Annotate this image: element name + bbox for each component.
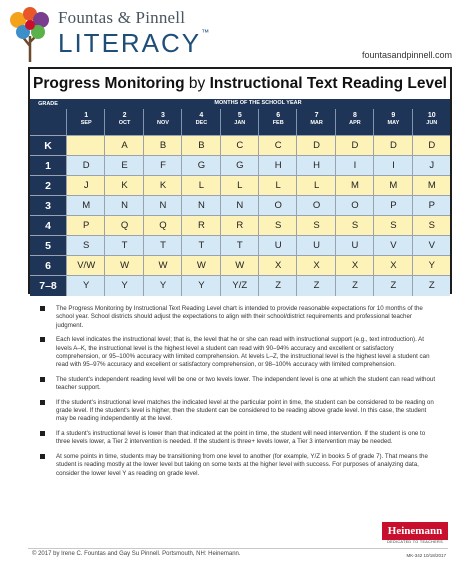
reading-level-cell: C <box>220 136 259 156</box>
reading-level-cell: I <box>335 156 374 176</box>
reading-level-cell: L <box>181 176 220 196</box>
reading-level-cell: Z <box>412 276 451 296</box>
reading-level-cell: P <box>373 196 412 216</box>
reading-level-cell: E <box>104 156 143 176</box>
reading-level-cell: L <box>296 176 335 196</box>
grade-row <box>30 135 450 156</box>
reading-level-cell: N <box>220 196 259 216</box>
month-name: DEC <box>195 120 208 126</box>
reading-level-cell <box>66 136 105 156</box>
reading-level-cell: W <box>181 256 220 276</box>
month-number: 2 <box>122 112 127 119</box>
reading-level-cell: T <box>104 236 143 256</box>
note-item: The student's independent reading level will be one or two levels lower. The independent level is one at which the student can read without teacher support. <box>40 376 436 393</box>
reading-level-cell: G <box>220 156 259 176</box>
reading-level-cell: S <box>335 216 374 236</box>
note-item: Each level indicates the instructional level; that is, the level that he or she can read with instructional support (e.g., text introduction). At levels A–K, the instructional level is the highest level a student can read with 90–94% accuracy and excellent or satisfactory comprehension, or 95–100% accuracy with limited comprehension. At levels L–Z, the instructional level is the highest level a student can read with 95–97% accuracy and excellent or satisfactory comprehension, or 98–100% accuracy with limited comprehension. <box>40 336 436 370</box>
grade-label: 6 <box>30 256 66 276</box>
reading-level-cell: Z <box>296 276 335 296</box>
heinemann-logo <box>382 522 448 550</box>
reading-level-cell: S <box>258 216 297 236</box>
reading-level-cell: S <box>66 236 105 256</box>
reading-level-cell: M <box>335 176 374 196</box>
reading-level-cell: Q <box>143 216 182 236</box>
reading-level-cell: X <box>258 256 297 276</box>
month-number: 8 <box>353 112 357 119</box>
reading-level-cell: Z <box>258 276 297 296</box>
grade-row <box>30 175 450 196</box>
progress-monitoring-chart <box>28 67 452 294</box>
reading-level-cell: J <box>412 156 451 176</box>
month-column-header <box>258 109 297 135</box>
reading-level-cell: S <box>373 216 412 236</box>
grade-row <box>30 235 450 256</box>
reading-level-cell: L <box>220 176 259 196</box>
brand-name: Fountas & Pinnell <box>58 8 186 27</box>
note-item: The Progress Monitoring by Instructional Text Reading Level chart is intended to provide reasonable expectations for 10 months of the school year. School districts should adjust the expectations to align with their school/district requirements and professional teacher judgment. <box>40 305 436 330</box>
reading-level-cell: Y <box>143 276 182 296</box>
months-header: MONTHS OF THE SCHOOL YEAR <box>214 100 302 106</box>
site-url: fountasandpinnell.com <box>361 50 452 60</box>
publisher-tagline: DEDICATED TO TEACHERS <box>387 540 443 544</box>
month-name: MAR <box>310 120 323 126</box>
reading-level-cell: K <box>143 176 182 196</box>
chart-header-row <box>30 99 450 135</box>
grade-row <box>30 215 450 236</box>
month-column-header <box>412 109 451 135</box>
month-number: 1 <box>84 112 89 119</box>
grade-label: 4 <box>30 216 66 236</box>
reading-level-cell: B <box>181 136 220 156</box>
reading-level-cell: Q <box>104 216 143 236</box>
trademark-mark: ™ <box>201 28 210 37</box>
reading-level-cell: D <box>373 136 412 156</box>
reading-level-cell: M <box>66 196 105 216</box>
grade-row <box>30 275 450 296</box>
form-code: MK-342 10/18/2017 <box>406 553 446 558</box>
month-name: OCT <box>118 120 131 126</box>
reading-level-cell: S <box>296 216 335 236</box>
grade-label: K <box>30 136 66 156</box>
reading-level-cell: D <box>66 156 105 176</box>
reading-level-cell: M <box>412 176 451 196</box>
reading-level-cell: F <box>143 156 182 176</box>
footer-divider <box>28 548 448 549</box>
bullet-square-icon <box>40 377 45 382</box>
reading-level-cell: N <box>143 196 182 216</box>
notes-list <box>40 305 436 484</box>
month-name: JAN <box>234 120 246 126</box>
month-column-header <box>335 109 374 135</box>
reading-level-cell: Y <box>104 276 143 296</box>
month-number: 10 <box>427 112 436 119</box>
publisher-name: Heinemann <box>382 522 448 540</box>
month-column-header <box>220 109 259 135</box>
reading-level-cell: W <box>104 256 143 276</box>
month-name: FEB <box>272 120 284 126</box>
grade-row <box>30 255 450 276</box>
reading-level-cell: T <box>143 236 182 256</box>
reading-level-cell: X <box>335 256 374 276</box>
reading-level-cell: A <box>104 136 143 156</box>
note-item: If the student's instructional level matches the indicated level at the particular point in time, the student can be considered to be reading on grade level. If the student's level is higher, then the student can be considered to be reading above grade level. In this case, the student may be reading independently at the level. <box>40 399 436 424</box>
reading-level-cell: S <box>412 216 451 236</box>
reading-level-cell: O <box>296 196 335 216</box>
reading-level-cell: D <box>335 136 374 156</box>
reading-level-cell: R <box>181 216 220 236</box>
month-column-header <box>66 109 105 135</box>
month-number: 3 <box>161 112 165 119</box>
reading-level-cell: X <box>296 256 335 276</box>
reading-level-cell: Y <box>412 256 451 276</box>
reading-level-cell: V <box>412 236 451 256</box>
reading-level-cell: Y/Z <box>220 276 259 296</box>
grade-row <box>30 195 450 216</box>
grade-label: 1 <box>30 156 66 176</box>
month-column-header <box>143 109 182 135</box>
grade-label: 5 <box>30 236 66 256</box>
reading-level-cell: P <box>66 216 105 236</box>
reading-level-cell: I <box>373 156 412 176</box>
reading-level-cell: U <box>335 236 374 256</box>
bullet-square-icon <box>40 431 45 436</box>
month-column-header <box>104 109 143 135</box>
reading-level-cell: B <box>143 136 182 156</box>
reading-level-cell: Y <box>181 276 220 296</box>
reading-level-cell: D <box>296 136 335 156</box>
month-column-header <box>181 109 220 135</box>
month-number: 4 <box>199 112 204 119</box>
grade-label: 2 <box>30 176 66 196</box>
grade-row <box>30 155 450 176</box>
note-item: At some points in time, students may be transitioning from one level to another (for example, Y/Z in books 5 of grade 7). That means the student is reading mostly at the lower level but taking on some texts at the higher level with success. For purposes of analyzing data, consider the lower level Y as reading on grade level. <box>40 453 436 478</box>
reading-level-cell: O <box>258 196 297 216</box>
month-name: JUN <box>426 120 438 126</box>
reading-level-cell: T <box>181 236 220 256</box>
grade-label: 3 <box>30 196 66 216</box>
fountas-pinnell-tree-logo-icon <box>8 6 52 62</box>
grade-label: 7–8 <box>30 276 66 296</box>
reading-level-cell: C <box>258 136 297 156</box>
month-name: NOV <box>157 120 169 126</box>
reading-level-cell: N <box>181 196 220 216</box>
copyright-text: © 2017 by Irene C. Fountas and Gay Su Pinnell. Portsmouth, NH: Heinemann. <box>32 551 241 557</box>
reading-level-cell: L <box>258 176 297 196</box>
month-column-header <box>373 109 412 135</box>
reading-level-cell: U <box>296 236 335 256</box>
reading-level-cell: V <box>373 236 412 256</box>
month-number: 5 <box>237 112 242 119</box>
reading-level-cell: H <box>258 156 297 176</box>
reading-level-cell: Z <box>373 276 412 296</box>
chart-title: Progress Monitoring by Instructional Text Reading Level <box>32 75 447 92</box>
month-name: MAY <box>387 120 400 126</box>
reading-level-cell: V/W <box>66 256 105 276</box>
month-number: 6 <box>276 112 281 119</box>
reading-level-cell: W <box>220 256 259 276</box>
month-number: 9 <box>391 112 396 119</box>
reading-level-cell: P <box>412 196 451 216</box>
reading-level-cell: N <box>104 196 143 216</box>
reading-level-cell: X <box>373 256 412 276</box>
reading-level-cell: T <box>220 236 259 256</box>
reading-level-cell: J <box>66 176 105 196</box>
bullet-square-icon <box>40 400 45 405</box>
month-column-header <box>296 109 335 135</box>
month-name: APR <box>349 120 361 126</box>
reading-level-cell: D <box>412 136 451 156</box>
reading-level-cell: U <box>258 236 297 256</box>
reading-level-cell: O <box>335 196 374 216</box>
reading-level-cell: R <box>220 216 259 236</box>
reading-level-cell: G <box>181 156 220 176</box>
brand-literacy: LITERACY™ <box>58 28 210 58</box>
reading-level-cell: H <box>296 156 335 176</box>
month-number: 7 <box>314 112 319 119</box>
reading-level-cell: W <box>143 256 182 276</box>
bullet-square-icon <box>40 454 45 459</box>
reading-level-cell: K <box>104 176 143 196</box>
grade-column-header: GRADE <box>38 101 58 107</box>
month-name: SEP <box>80 120 92 126</box>
note-item: If a student's instructional level is lower than that indicated at the point in time, the student will need intervention. If the student is one to three levels lower, a Tier 2 intervention is needed. If the student is three+ levels lower, a Tier 3 intervention may be needed. <box>40 430 436 447</box>
reading-level-cell: Z <box>335 276 374 296</box>
reading-level-cell: Y <box>66 276 105 296</box>
reading-level-cell: M <box>373 176 412 196</box>
bullet-square-icon <box>40 337 45 342</box>
bullet-square-icon <box>40 306 45 311</box>
